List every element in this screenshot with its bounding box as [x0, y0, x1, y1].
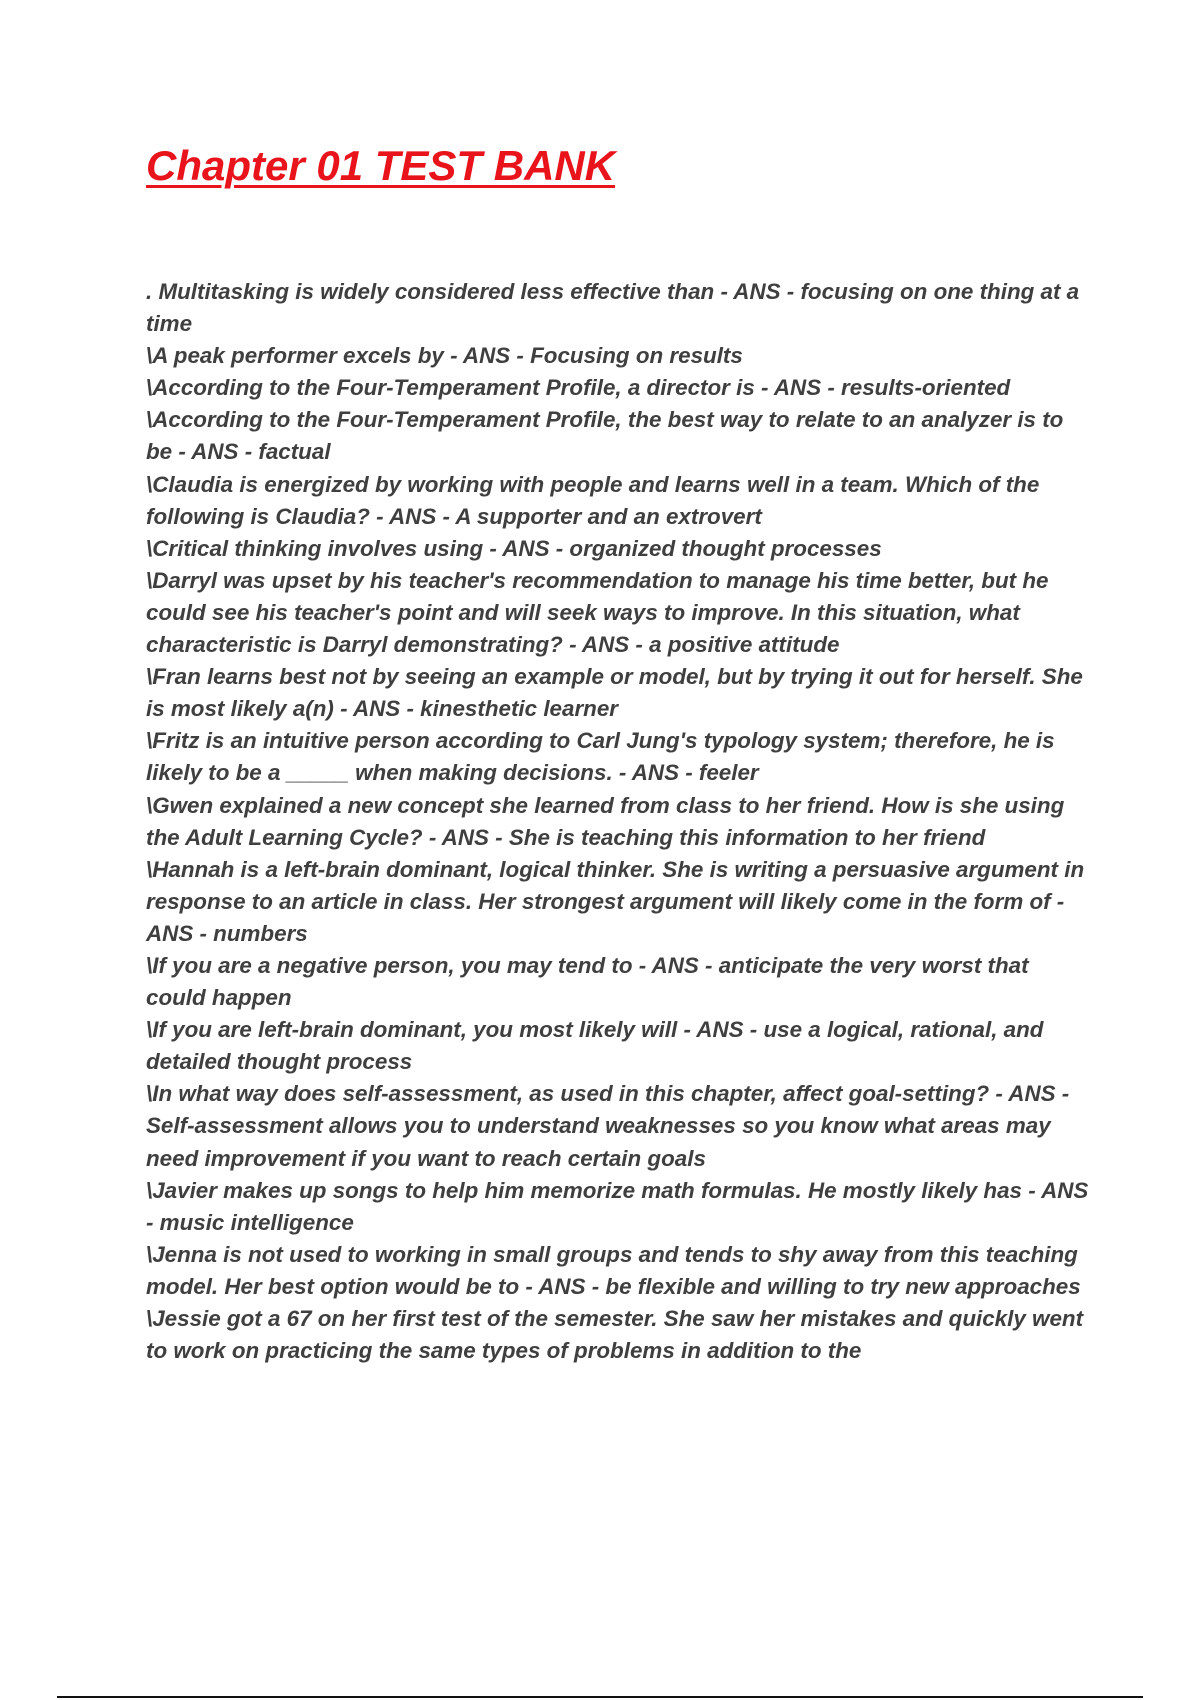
qa-entry: \Fritz is an intuitive person according to Carl Jung's typology system; therefore, he is likely to be a _____ when making decisions. - ANS - feeler	[146, 728, 1055, 786]
qa-entry: \According to the Four-Temperament Profile, a director is - ANS - results-oriented	[146, 375, 1011, 401]
qa-entry: \Hannah is a left-brain dominant, logical thinker. She is writing a persuasive argument in response to an article in class. Her strongest argument will likely come in the form of - ANS - numbers	[146, 856, 1085, 946]
qa-entry: \Javier makes up songs to help him memorize math formulas. He mostly likely has - ANS - music intelligence	[146, 1177, 1089, 1235]
qa-entry: . Multitasking is widely considered less effective than - ANS - focusing on one thing at a time	[146, 279, 1080, 337]
qa-entry: \Darryl was upset by his teacher's recommendation to manage his time better, but he could see his teacher's point and will seek ways to improve. In this situation, what characteristic is Darryl demonstrating? - ANS - a positive attitude	[146, 567, 1049, 658]
qa-entry: \Gwen explained a new concept she learned from class to her friend. How is she using the Adult Learning Cycle? - ANS - She is teaching this information to her friend	[146, 792, 1065, 850]
qa-entry: \Fran learns best not by seeing an example or model, but by trying it out for herself. She is most likely a(n) - ANS - kinesthetic learner	[146, 664, 1083, 722]
qa-entry: \Jenna is not used to working in small groups and tends to shy away from this teaching model. Her best option would be to - ANS - be flexible and willing to try new approaches	[146, 1241, 1081, 1299]
qa-entry: \Claudia is energized by working with people and learns well in a team. Which of the following is Claudia? - ANS - A supporter and an extrovert	[146, 471, 1040, 529]
qa-entry: \Critical thinking involves using - ANS - organized thought processes	[146, 535, 882, 561]
qa-entry: \Jessie got a 67 on her first test of the semester. She saw her mistakes and quickly went to work on practicing the same types of problems in addition to the	[146, 1306, 1084, 1364]
qa-entry: \If you are left-brain dominant, you most likely will - ANS - use a logical, rational, and detailed thought process	[146, 1017, 1044, 1075]
question-answer-list	[146, 276, 1091, 1367]
footer-divider	[57, 1696, 1143, 1698]
qa-entry: \According to the Four-Temperament Profile, the best way to relate to an analyzer is to be - ANS - factual	[146, 407, 1064, 465]
qa-entry: \If you are a negative person, you may tend to - ANS - anticipate the very worst that could happen	[146, 952, 1029, 1011]
page-title: Chapter 01 TEST BANK	[146, 142, 616, 189]
qa-entry: \In what way does self-assessment, as used in this chapter, affect goal-setting? - ANS - Self-assessment allows you to understand weaknesses so you know what areas may need improvement if you want to reach certain goals	[146, 1081, 1070, 1171]
qa-entry: \A peak performer excels by - ANS - Focusing on results	[146, 343, 743, 369]
